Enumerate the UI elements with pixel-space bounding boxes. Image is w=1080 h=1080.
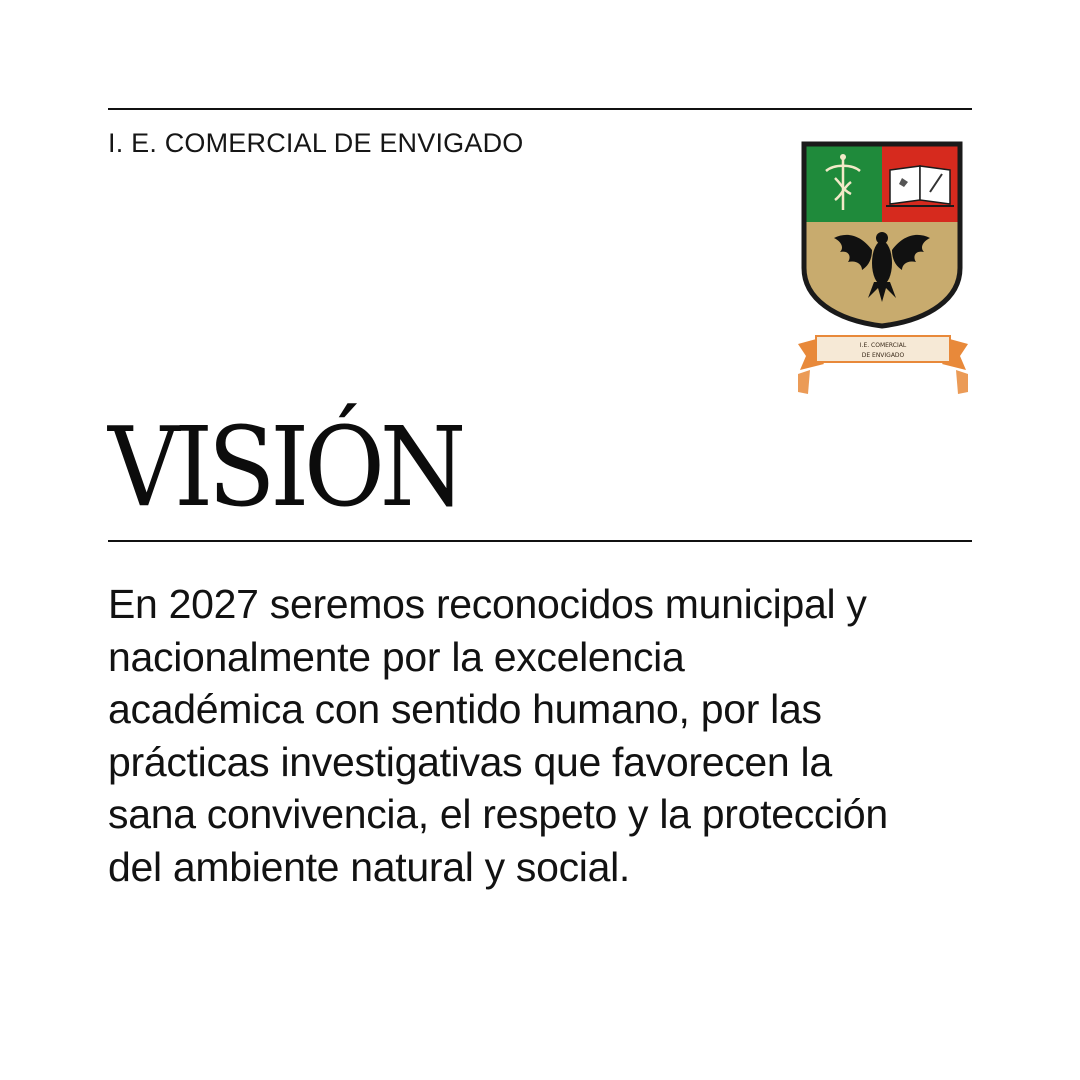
vision-line: nacionalmente por la excelencia <box>108 633 685 680</box>
page-title: VISIÓN <box>108 403 461 531</box>
vision-line: prácticas investigativas que favorecen la <box>108 738 832 785</box>
vision-line: del ambiente natural y social. <box>108 843 631 890</box>
vision-statement <box>108 578 988 893</box>
top-divider <box>108 108 972 110</box>
title-divider <box>108 540 972 542</box>
vision-line: En 2027 seremos reconocidos municipal y <box>108 581 867 627</box>
svg-text:I.E. COMERCIAL: I.E. COMERCIAL <box>859 342 907 349</box>
vision-line: académica con sentido humano, por las <box>108 686 822 732</box>
school-crest-icon <box>790 138 975 400</box>
institution-name: I. E. COMERCIAL DE ENVIGADO <box>108 128 524 158</box>
vision-line: sana convivencia, el respeto y la protección <box>108 791 888 837</box>
svg-text:DE ENVIGADO: DE ENVIGADO <box>861 352 905 359</box>
